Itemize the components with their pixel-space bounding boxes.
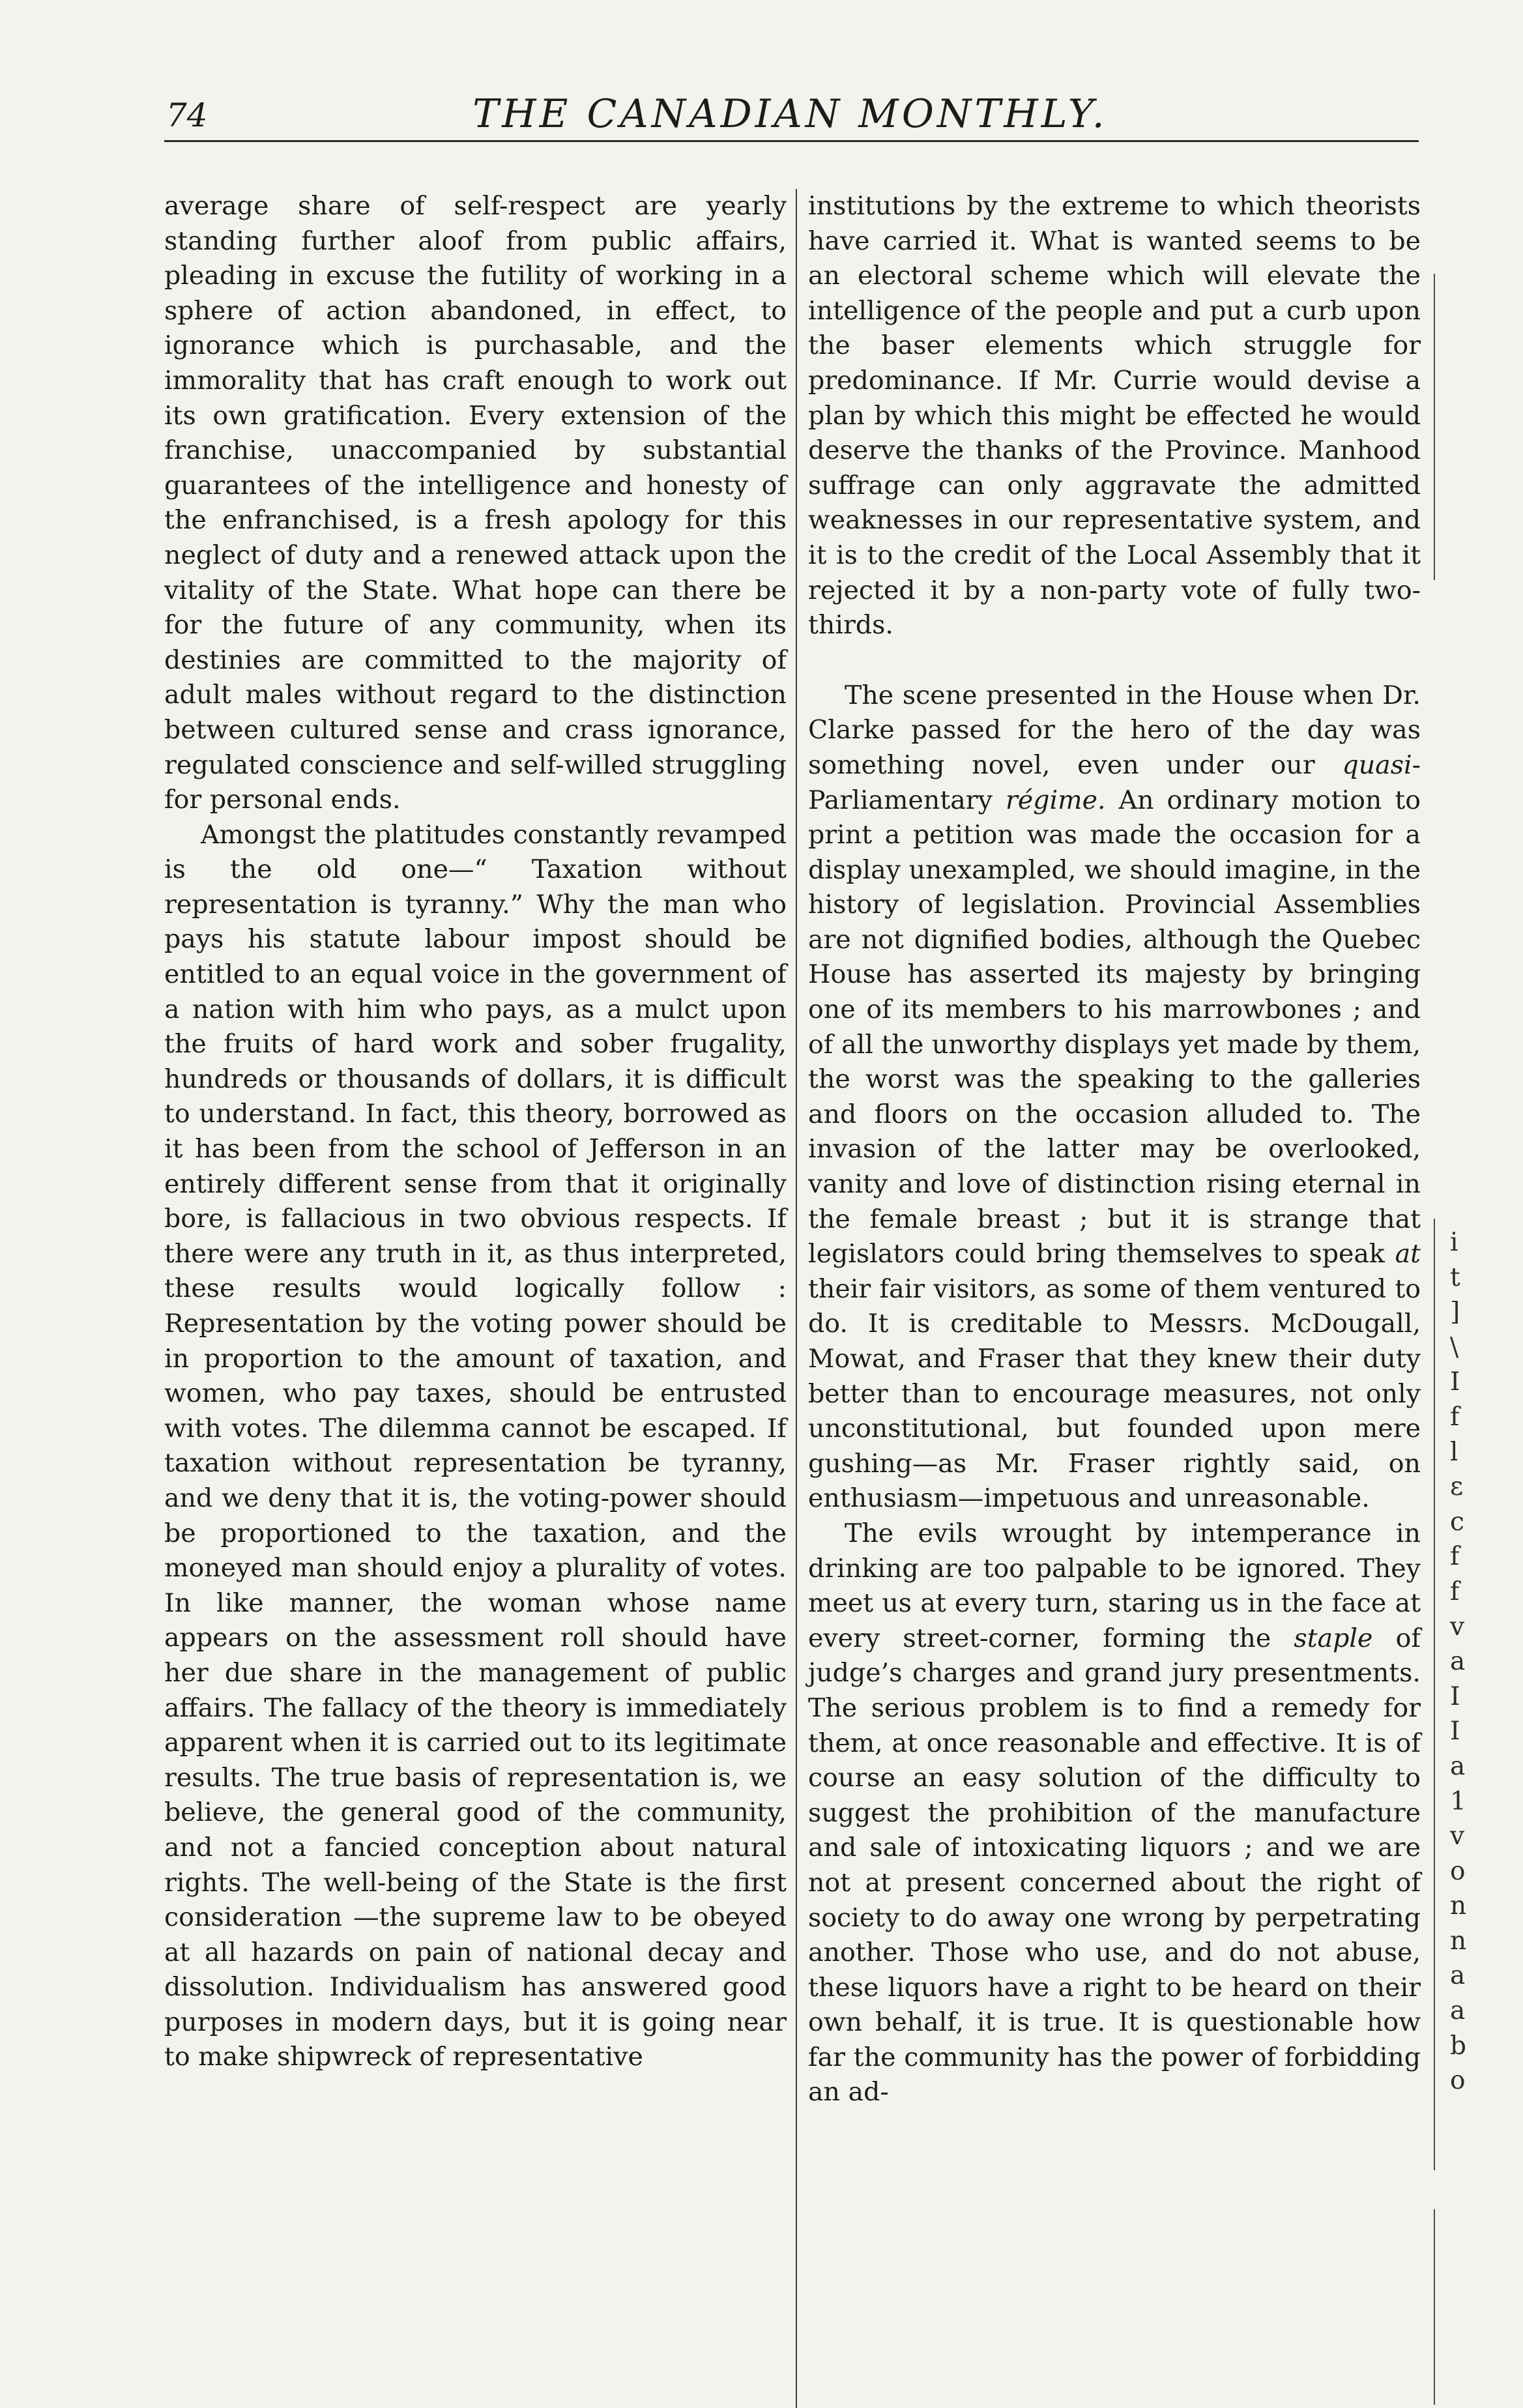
margin-letter: l — [1450, 1437, 1458, 1467]
left-column — [164, 189, 787, 2075]
margin-rule — [1434, 2209, 1435, 2405]
next-page-margin-fragment — [1450, 1225, 1509, 2098]
text-run: The evils wrought by intemperance in drinking are too palpable to be ignored. They meet us at every turn, staring us in the face at every street-corner, forming the — [808, 1518, 1421, 1653]
text-run: -Parliamentary — [808, 749, 1421, 815]
margin-letter: f — [1450, 1402, 1460, 1432]
margin-letter: v — [1450, 1612, 1465, 1642]
text-run: of judge’s charges and grand jury presentments. The serious problem is to find a remedy for them, at once reasonable and effective. It is of course an easy solution of the difficulty to suggest the prohibition of the manufacture and sale of intoxicating liquors ; and we are not at present concerned about the right of society to do away one wrong by perpetrating another. Those who use, and do not abuse, these liquors have a right to be heard on their own behalf, it is true. It is questionable how far the community has the power of forbidding an ad- — [808, 1623, 1421, 2108]
page-header — [160, 85, 1421, 137]
margin-letter: 1 — [1450, 1786, 1466, 1816]
margin-letter: n — [1450, 1926, 1467, 1956]
right-paragraph-2 — [808, 678, 1421, 1516]
margin-letter: a — [1450, 1647, 1466, 1677]
margin-letter: t — [1450, 1262, 1460, 1292]
italic-run: régime. — [1005, 785, 1106, 815]
running-title: THE CANADIAN MONTHLY. — [472, 91, 1108, 137]
margin-letter: f — [1450, 1576, 1460, 1606]
margin-letter: o — [1450, 2066, 1466, 2096]
margin-letter: b — [1450, 2031, 1466, 2061]
italic-run: at — [1395, 1239, 1421, 1269]
left-paragraph-2: Amongst the platitudes constantly revamped is the old one—“ Taxation without representation is tyranny.” Why the man who pays his statute labour impost should be entitled to an equal voice in the government of a nation with him who pays, as a mulct upon the fruits of hard work and sober frugality, hundreds or thousands of dollars, it is difficult to understand. In fact, this theory, borrowed as it has been from the school of Jefferson in an entirely different sense from that it originally bore, is fallacious in two obvious respects. If there were any truth in it, as thus interpreted, these results would logically follow : Representation by the voting power should be in proportion to the amount of taxation, and women, who pay taxes, should be entrusted with votes. The dilemma cannot be escaped. If taxation without representation be tyranny, and we deny that it is, the voting-power should be proportioned to the taxation, and the moneyed man should enjoy a plurality of votes. In like manner, the woman whose name appears on the assessment roll should have her due share in the management of public affairs. The fallacy of the theory is immediately apparent when it is carried out to its legitimate results. The true basis of representation is, we believe, the general good of the community, and not a fancied conception about natural rights. The well-being of the State is the first consideration —the supreme law to be obeyed at all hazards on pain of national decay and dissolution. Individualism has answered good purposes in modern days, but it is going near to make shipwreck of representative — [164, 819, 787, 2072]
margin-rule — [1434, 274, 1435, 580]
margin-letter: c — [1450, 1507, 1464, 1537]
text-run: The scene presented in the House when Dr. Clarke passed for the hero of the day was something novel, even under our — [808, 680, 1421, 780]
margin-letter: \ — [1450, 1332, 1459, 1362]
right-paragraph-1: institutions by the extreme to which theorists have carried it. What is wanted seems to be an electoral scheme which will elevate the intelligence of the people and put a curb upon the baser elements which struggle for predominance. If Mr. Currie would devise a plan by which this might be effected he would deserve the thanks of the Province. Manhood suffrage can only aggravate the admitted weaknesses in our representative system, and it is to the credit of the Local Assembly that it rejected it by a non-party vote of fully two-thirds. — [808, 191, 1421, 641]
margin-letter: I — [1450, 1367, 1460, 1397]
margin-letter: n — [1450, 1891, 1467, 1921]
text-run: An ordinary motion to print a petition was made the occasion for a display unexampled, we should imagine, in the history of legislation. Provincial Assemblies are not dignified bodies, although the Quebec House has asserted its majesty by bringing one of its members to his marrowbones ; and of all the unworthy displays yet made by them, the worst was the speaking to the galleries and floors on the occasion alluded to. The invasion of the latter may be overlooked, vanity and love of distinction rising eternal in the female breast ; but it is strange that legislators could bring themselves to speak — [808, 785, 1421, 1269]
margin-letter: a — [1450, 1751, 1466, 1781]
margin-letter: ] — [1450, 1298, 1460, 1327]
right-column — [808, 189, 1421, 2110]
margin-letter: i — [1450, 1228, 1458, 1257]
margin-letter: o — [1450, 1856, 1466, 1886]
margin-letter: v — [1450, 1821, 1465, 1851]
italic-run: quasi — [1342, 749, 1412, 780]
left-paragraph-1: average share of self-respect are yearly standing further aloof from public affairs, pleading in excuse the futility of working in a sphere of action abandoned, in effect, to ignorance which is purchasable, and the immorality that has craft enough to work out its own gratification. Every extension of the franchise, unaccompanied by substantial guarantees of the intelligence and honesty of the enfranchised, is a fresh apology for this neglect of duty and a renewed attack upon the vitality of the State. What hope can there be for the future of any community, when its destinies are committed to the majority of adult males without regard to the distinction between cultured sense and crass ignorance, regulated conscience and self-willed struggling for personal ends. — [164, 191, 787, 815]
margin-rule — [1434, 1219, 1435, 2170]
page-number: 74 — [166, 96, 208, 134]
margin-letter: f — [1450, 1542, 1460, 1572]
italic-run: staple — [1294, 1623, 1373, 1653]
header-rule — [164, 140, 1419, 142]
column-divider — [796, 189, 797, 2408]
margin-letter: a — [1450, 1996, 1466, 2026]
right-paragraph-3 — [808, 1516, 1421, 2110]
margin-letter: I — [1450, 1717, 1460, 1747]
margin-letter: ε — [1450, 1472, 1464, 1502]
margin-letter: I — [1450, 1681, 1460, 1711]
margin-letter: a — [1450, 1961, 1466, 1991]
text-run: their fair visitors, as some of them ventured to do. It is creditable to Messrs. McDougall, Mowat, and Fraser that they knew their duty better than to encourage measures, not only unconstitutional, but founded upon mere gushing—as Mr. Fraser rightly said, on enthusiasm—impetuous and unreasonable. — [808, 1273, 1421, 1514]
